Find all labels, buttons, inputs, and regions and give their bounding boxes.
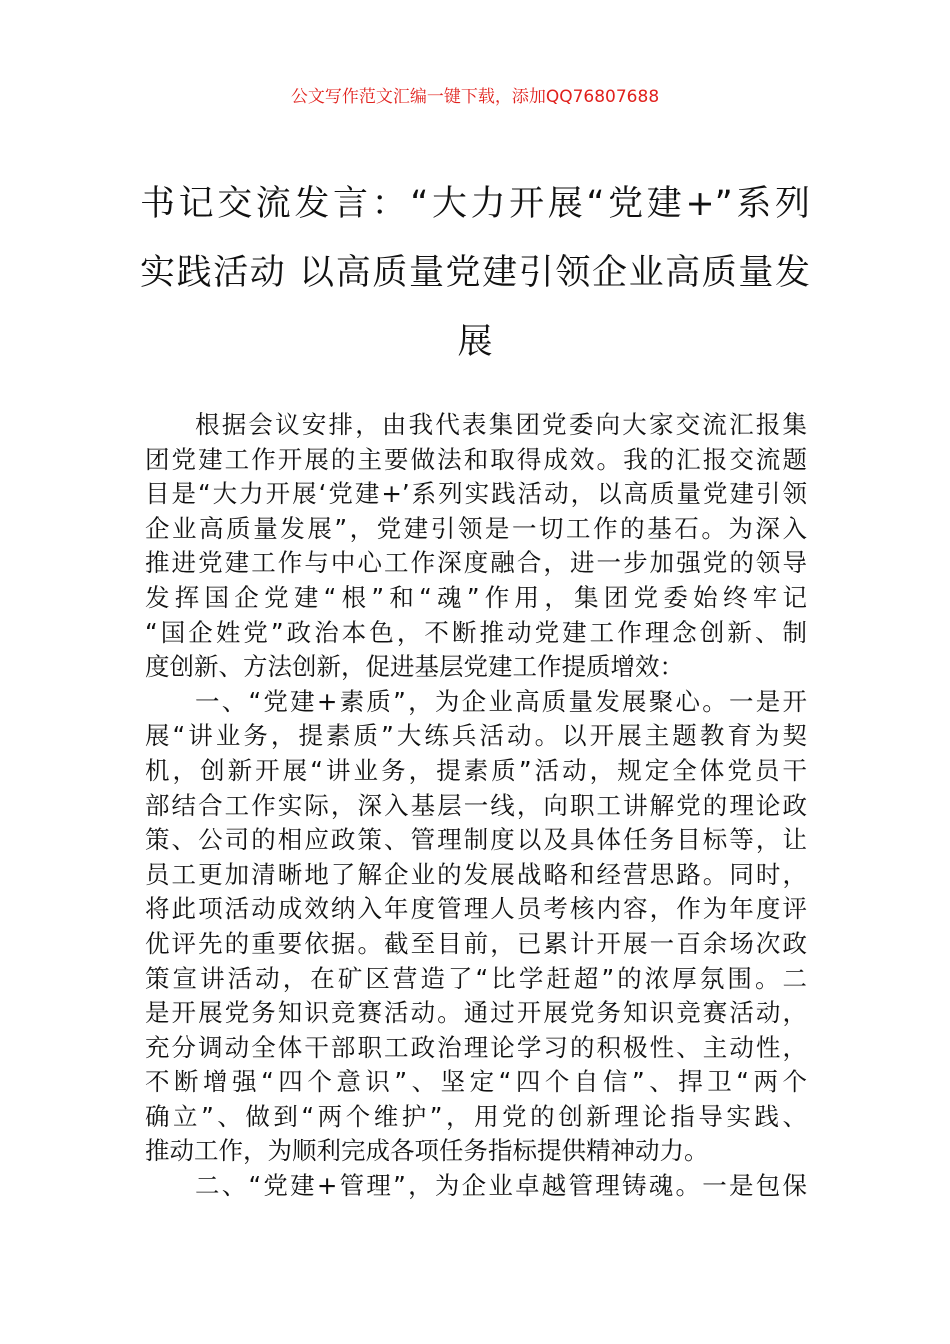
title-line: 实践活动 以高质量党建引领企业高质量发 xyxy=(140,253,810,293)
title-line: 书记交流发言：“大力开展“党建+”系列 xyxy=(140,184,810,224)
body-line: 机，创新开展“讲业务，提素质”活动，规定全体党员干 xyxy=(145,755,807,785)
body-line: 推进党建工作与中心工作深度融合，进一步加强党的领导 xyxy=(145,548,807,578)
body-line: 是开展党务知识竞赛活动。通过开展党务知识竞赛活动， xyxy=(145,998,807,1028)
document-title xyxy=(140,170,810,377)
body-line: 展“讲业务，提素质”大练兵活动。以开展主题教育为契 xyxy=(145,721,807,751)
body-line: 发挥国企党建“根”和“魂”作用，集团党委始终牢记 xyxy=(145,582,807,612)
body-line: 企业高质量发展”，党建引领是一切工作的基石。为深入 xyxy=(145,513,807,543)
body-line: 一、“党建+素质”，为企业高质量发展聚心。一是开 xyxy=(195,686,807,716)
body-line: 根据会议安排，由我代表集团党委向大家交流汇报集 xyxy=(195,410,807,439)
body-line: 二、“党建+管理”，为企业卓越管理铸魂。一是包保 xyxy=(195,1171,807,1201)
promo-banner: 公文写作范文汇编一键下载，添加QQ76807688 xyxy=(290,87,660,107)
body-line: 推动工作，为顺利完成各项任务指标提供精神动力。 xyxy=(145,1136,709,1166)
body-line: 优评先的重要依据。截至目前，已累计开展一百余场次政 xyxy=(145,928,807,958)
body-line: 策宣讲活动，在矿区营造了“比学赶超”的浓厚氛围。二 xyxy=(145,963,807,993)
body-line: 员工更加清晰地了解企业的发展战略和经营思路。同时， xyxy=(145,859,807,889)
title-line: 展 xyxy=(457,322,493,362)
body-line: 度创新、方法创新，促进基层党建工作提质增效： xyxy=(145,652,684,682)
body-line: 团党建工作开展的主要做法和取得成效。我的汇报交流题 xyxy=(145,444,807,474)
body-line: 充分调动全体干部职工政治理论学习的积极性、主动性， xyxy=(145,1032,807,1062)
body-line: 确立”、做到“两个维护”，用党的创新理论指导实践、 xyxy=(145,1101,807,1131)
body-line: 部结合工作实际，深入基层一线，向职工讲解党的理论政 xyxy=(145,790,807,820)
body-line: 将此项活动成效纳入年度管理人员考核内容，作为年度评 xyxy=(145,894,807,924)
body-line: 目是“大力开展‘党建+’系列实践活动，以高质量党建引领 xyxy=(145,479,807,509)
body-line: “国企姓党”政治本色，不断推动党建工作理念创新、制 xyxy=(145,617,807,647)
document-body xyxy=(145,408,807,1204)
body-line: 策、公司的相应政策、管理制度以及具体任务目标等，让 xyxy=(145,825,807,855)
body-line: 不断增强“四个意识”、坚定“四个自信”、捍卫“两个 xyxy=(145,1067,807,1097)
